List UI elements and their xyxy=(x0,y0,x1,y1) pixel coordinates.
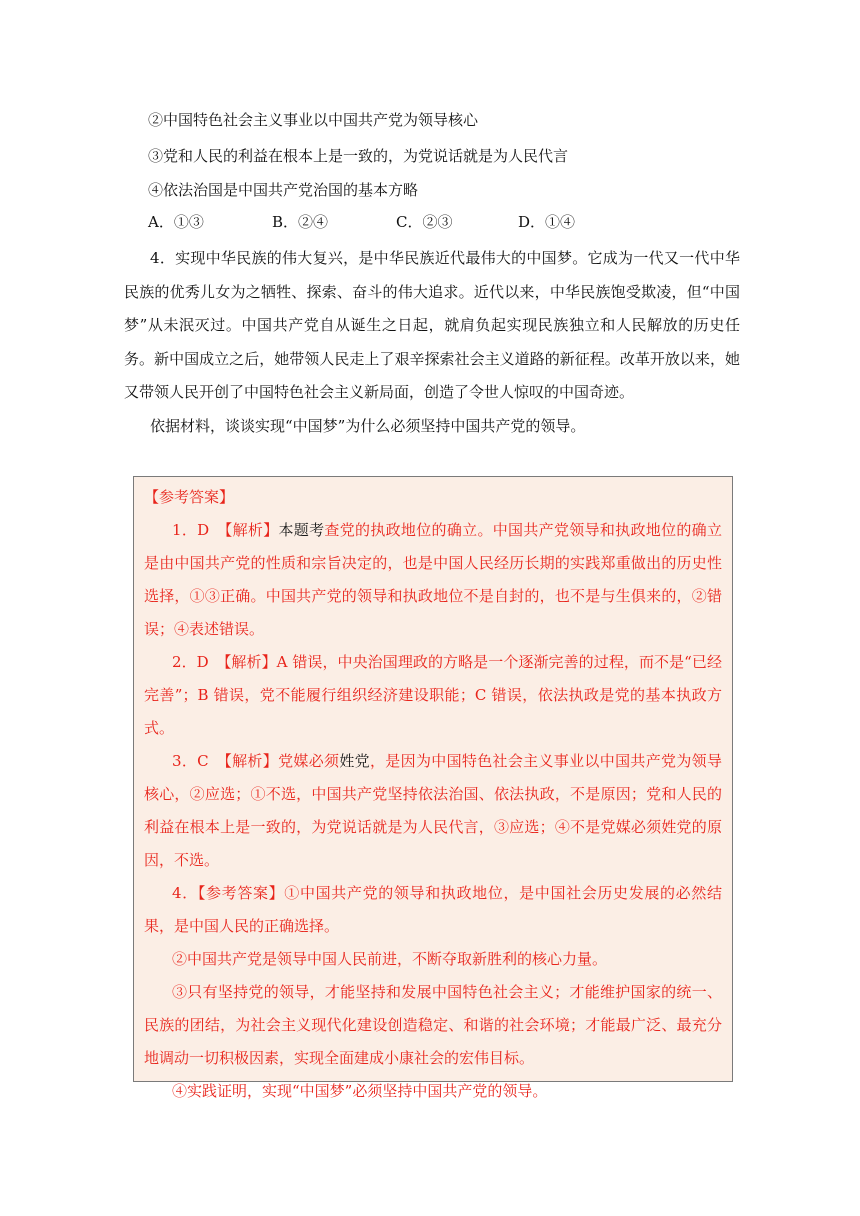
answer-box xyxy=(133,476,733,1100)
answer-3-black: 姓党 xyxy=(339,752,370,770)
answer-3 xyxy=(144,745,722,877)
answer-content xyxy=(144,481,722,1108)
answer-3-text: ，是因为中国特色社会主义事业以中国共产党为领导核心，②应选；①不选，中国共产党坚持依法治国、依法执政，不是原因；党和人民的利益在根本上是一致的，为党说话就是为人民代言，③应选；④不是党媒必须姓党的原因，不选。 xyxy=(144,752,722,869)
q3-item-4: ④依法治国是中国共产党治国的基本方略 xyxy=(148,181,419,199)
option-b: B．②④ xyxy=(272,213,329,231)
q4-prompt: 依据材料，谈谈实现“中国梦”为什么必须坚持中国共产党的领导。 xyxy=(150,417,586,435)
option-d: D．①④ xyxy=(518,213,576,231)
answer-1-black: 本题考 xyxy=(278,521,325,539)
q4-material: 4．实现中华民族的伟大复兴，是中华民族近代最伟大的中国梦。它成为一代又一代中华民族的优秀儿女为之牺牲、探索、奋斗的伟大追求。近代以来，中华民族饱受欺凌，但“中国梦”从未泯灭过。中国共产党自从诞生之日起，就肩负起实现民族独立和人民解放的历史任务。新中国成立之后，她带领人民走上了艰辛探索社会主义道路的新征程。改革开放以来，她又带领人民开创了中国特色社会主义新局面，创造了令世人惊叹的中国奇迹。 xyxy=(124,249,740,401)
answer-1-prefix: 1．D 【解析】 xyxy=(172,521,279,539)
answer-4-line-3: ③只有坚持党的领导，才能坚持和发展中国特色社会主义；才能维护国家的统一、民族的团结，为社会主义现代化建设创造稳定、和谐的社会环境；才能最广泛、最充分地调动一切积极因素，实现全面建成小康社会的宏伟目标。 xyxy=(144,983,722,1067)
answer-4-line-1: ①中国共产党的领导和执政地位，是中国社会历史发展的必然结果，是中国人民的正确选择。 xyxy=(144,884,722,935)
answer-header: 【参考答案】 xyxy=(144,488,235,506)
option-c: C．②③ xyxy=(396,213,453,231)
answer-3-prefix: 3．C 【解析】党媒必须 xyxy=(172,752,340,770)
answer-4 xyxy=(144,877,722,943)
answer-2: 2．D 【解析】A 错误，中央治国理政的方略是一个逐渐完善的过程，而不是“已经完善”；B 错误，党不能履行组织经济建设职能；C 错误，依法执政是党的基本执政方式。 xyxy=(144,653,722,737)
answer-4-line-4: ④实践证明，实现“中国梦”必须坚持中国共产党的领导。 xyxy=(172,1082,548,1100)
answer-4-line-2: ②中国共产党是领导中国人民前进，不断夺取新胜利的核心力量。 xyxy=(172,950,608,968)
answer-4-prefix: 4．【参考答案】 xyxy=(172,884,285,902)
answer-1-text: 查党的执政地位的确立。中国共产党领导和执政地位的确立是由中国共产党的性质和宗旨决定的，也是中国人民经历长期的实践郑重做出的历史性选择，①③正确。中国共产党的领导和执政地位不是自封的，也不是与生俱来的，②错误；④表述错误。 xyxy=(144,521,722,638)
option-a: A．①③ xyxy=(148,213,204,231)
answer-1 xyxy=(144,514,722,646)
q3-item-3: ③党和人民的利益在根本上是一致的，为党说话就是为人民代言 xyxy=(148,147,569,165)
q3-item-2: ②中国特色社会主义事业以中国共产党为领导核心 xyxy=(148,111,479,129)
